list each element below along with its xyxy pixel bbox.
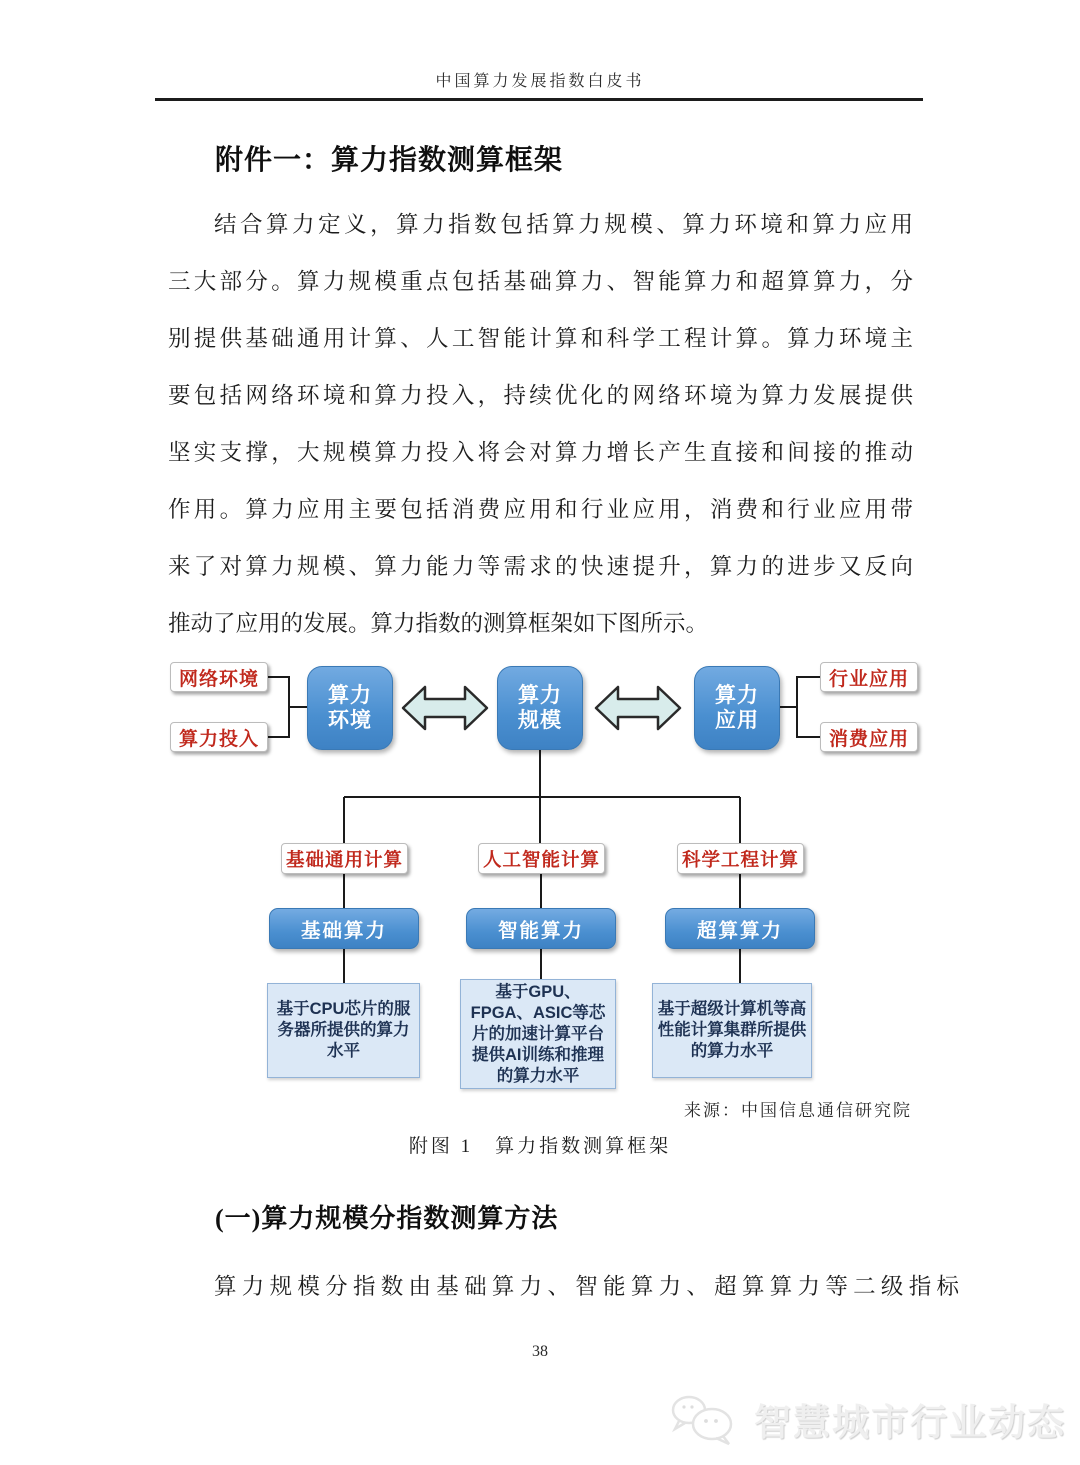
env-factor-network: 网络环境 <box>170 662 268 692</box>
paragraph-line: 三大部分。算力规模重点包括基础算力、智能算力和超算算力，分 <box>168 269 913 294</box>
app-factor-consumer: 消费应用 <box>820 722 918 752</box>
category-ai-computing: 人工智能计算 <box>478 843 605 874</box>
paragraph-line: 来了对算力规模、算力能力等需求的快速提升，算力的进步又反向 <box>168 554 913 579</box>
power-type-intelligent: 智能算力 <box>466 908 616 949</box>
env-factor-investment: 算力投入 <box>170 722 268 752</box>
figure-caption: 附图 1 算力指数测算框架 <box>408 1136 672 1157</box>
paragraph-line: 推动了应用的发展。算力指数的测算框架如下图所示。 <box>168 611 709 636</box>
watermark-text: 智慧城市行业动态 <box>754 1402 1066 1443</box>
category-general-computing: 基础通用计算 <box>281 843 408 874</box>
header-title: 中国算力发展指数白皮书 <box>435 73 645 90</box>
node-computing-environment <box>307 666 393 750</box>
description-basic-power: 基于CPU芯片的服务器所提供的算力水平 <box>267 983 420 1078</box>
section-paragraph-line: 算力规模分指数由基础算力、智能算力、超算算力等二级指标 <box>214 1274 959 1299</box>
figure-source: 来源：中国信息通信研究院 <box>684 1101 912 1120</box>
paragraph-line: 结合算力定义，算力指数包括算力规模、算力环境和算力应用 <box>214 212 913 237</box>
section-heading: (一)算力规模分指数测算方法 <box>215 1204 559 1233</box>
framework-diagram <box>0 652 1080 1092</box>
attachment-title: 附件一：算力指数测算框架 <box>215 144 564 175</box>
app-factor-industry: 行业应用 <box>820 662 918 692</box>
paragraph-line: 别提供基础通用计算、人工智能计算和科学工程计算。算力环境主 <box>168 326 913 351</box>
node-computing-scale <box>497 666 583 750</box>
page-number: 38 <box>532 1343 548 1360</box>
node-label: 算力规模 <box>518 683 562 732</box>
paragraph-line: 作用。算力应用主要包括消费应用和行业应用，消费和行业应用带 <box>168 497 913 522</box>
category-scientific-computing: 科学工程计算 <box>677 843 804 874</box>
node-computing-application <box>694 666 780 750</box>
paragraph-line: 要包括网络环境和算力投入，持续优化的网络环境为算力发展提供 <box>168 383 913 408</box>
node-label: 算力环境 <box>328 683 372 732</box>
node-label: 算力应用 <box>715 683 759 732</box>
paragraph-line: 坚实支撑，大规模算力投入将会对算力增长产生直接和间接的推动 <box>168 440 913 465</box>
wechat-icon <box>666 1390 746 1448</box>
description-intelligent-power: 基于GPU、FPGA、ASIC等芯片的加速计算平台提供AI训练和推理的算力水平 <box>460 979 616 1089</box>
intro-paragraph <box>168 196 913 652</box>
power-type-super: 超算算力 <box>665 908 815 949</box>
power-type-basic: 基础算力 <box>269 908 419 949</box>
description-super-power: 基于超级计算机等高性能计算集群所提供的算力水平 <box>652 983 812 1078</box>
watermark <box>666 1390 1066 1448</box>
header-rule <box>155 98 923 101</box>
